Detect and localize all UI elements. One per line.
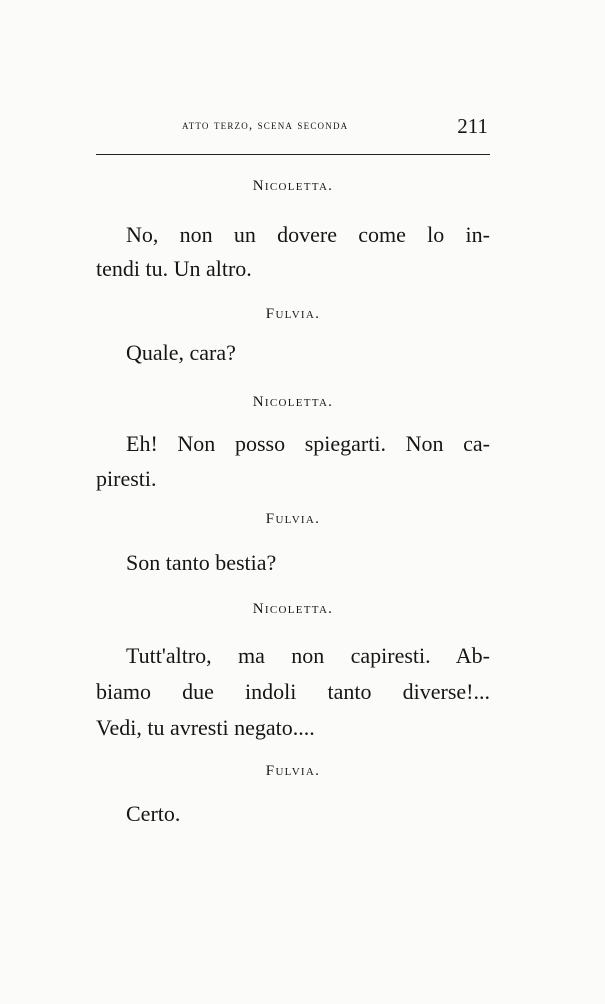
dialogue-line: Eh! Non posso spiegarti. Non ca- bbox=[126, 431, 490, 456]
dialogue-line: Certo. bbox=[126, 801, 181, 826]
running-title: atto terzo, scena seconda bbox=[182, 118, 349, 132]
dialogue-line: No, non un dovere come lo in- bbox=[126, 222, 490, 247]
running-head bbox=[96, 114, 488, 144]
dialogue-line: biamo due indoli tanto diverse!... bbox=[96, 679, 490, 704]
speaker-name: Nicoletta. bbox=[252, 178, 334, 194]
dialogue-line: Son tanto bestia? bbox=[126, 550, 277, 575]
dialogue-line: tendi tu. Un altro. bbox=[96, 256, 252, 281]
speaker-name: Nicoletta. bbox=[252, 394, 334, 410]
speaker-name: Fulvia. bbox=[265, 306, 321, 322]
speaker-name: Fulvia. bbox=[265, 763, 321, 779]
dialogue-line: Tutt'altro, ma non capiresti. Ab- bbox=[126, 643, 490, 668]
page-number: 211 bbox=[457, 114, 488, 138]
dialogue-line: piresti. bbox=[96, 466, 157, 491]
dialogue-line: Quale, cara? bbox=[126, 340, 236, 365]
header-rule bbox=[96, 154, 490, 155]
dialogue-line: Vedi, tu avresti negato.... bbox=[96, 715, 315, 740]
speaker-name: Fulvia. bbox=[265, 511, 321, 527]
speaker-name: Nicoletta. bbox=[252, 601, 334, 617]
